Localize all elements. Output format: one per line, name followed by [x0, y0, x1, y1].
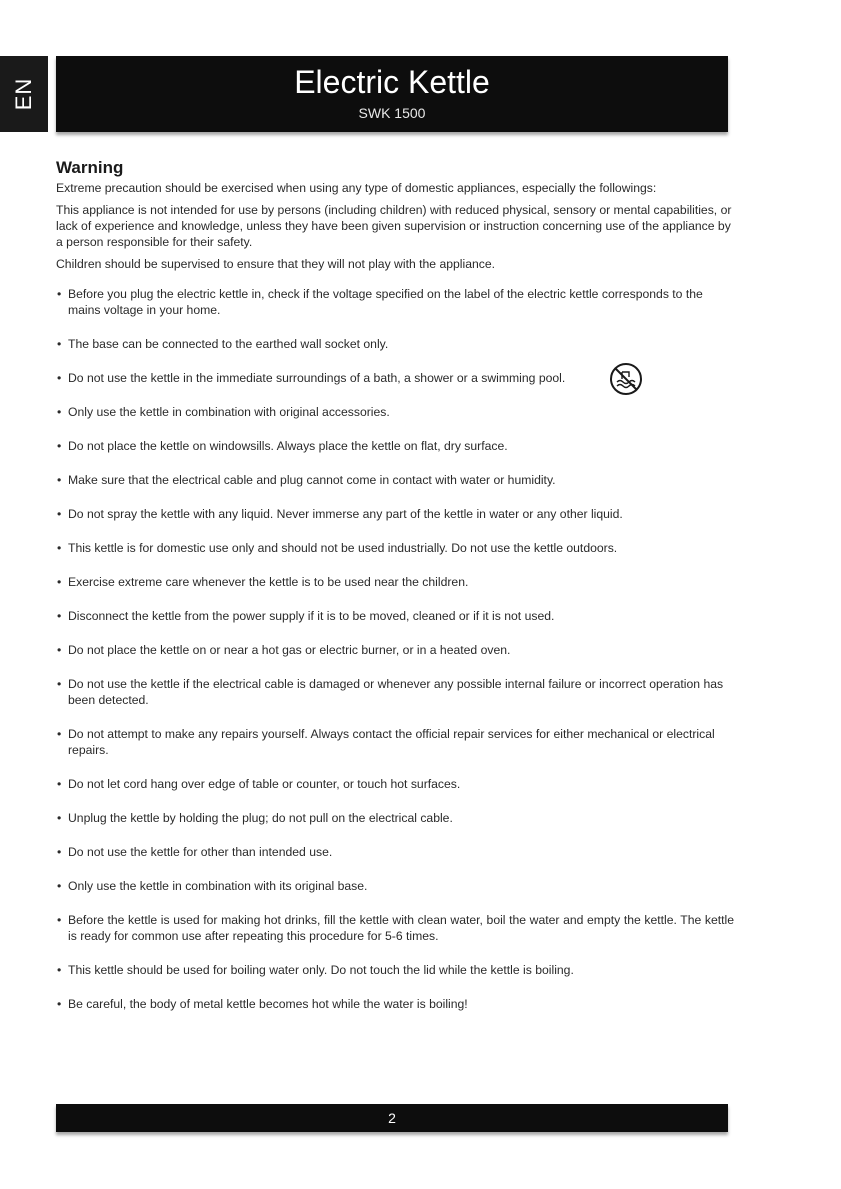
- no-bath-water-icon: [609, 362, 643, 396]
- footer-bar: [56, 1104, 728, 1132]
- warning-section: [56, 158, 734, 1030]
- intro-paragraph: Children should be supervised to ensure that they will not play with the appliance.: [56, 257, 496, 271]
- page-number: 2: [388, 1110, 396, 1126]
- list-item: • Exercise extreme care whenever the kettle is to be used near the children.: [56, 574, 734, 590]
- language-label: EN: [11, 77, 36, 111]
- language-tab: [0, 56, 48, 132]
- list-item: • Do not place the kettle on windowsills. Always place the kettle on flat, dry surface.: [56, 438, 734, 454]
- list-item: • This kettle should be used for boiling water only. Do not touch the lid while the kettle is boiling.: [56, 962, 734, 978]
- list-item: • Do not attempt to make any repairs yourself. Always contact the official repair services for either mechanical or electrical repairs.: [56, 726, 734, 758]
- list-item: • Do not let cord hang over edge of table or counter, or touch hot surfaces.: [56, 776, 734, 792]
- warning-list: [56, 286, 734, 1012]
- list-item: • Only use the kettle in combination with original accessories.: [56, 404, 734, 420]
- list-item: • This kettle is for domestic use only and should not be used industrially. Do not use the kettle outdoors.: [56, 540, 734, 556]
- list-item: • The base can be connected to the earthed wall socket only.: [56, 336, 734, 352]
- intro-paragraph: This appliance is not intended for use by persons (including children) with reduced physical, sensory or mental capabilities, or lack of experience and knowledge, unless they have been given supervision or instruction concerning use of the appliance by a person responsible for their safety.: [56, 203, 732, 249]
- list-item: • Disconnect the kettle from the power supply if it is to be moved, cleaned or if it is not used.: [56, 608, 734, 624]
- list-item: • Before you plug the electric kettle in, check if the voltage specified on the label of the electric kettle corresponds to the mains voltage in your home.: [56, 286, 734, 318]
- list-item: • Do not use the kettle for other than intended use.: [56, 844, 734, 860]
- list-item: • Make sure that the electrical cable and plug cannot come in contact with water or humidity.: [56, 472, 734, 488]
- header-banner: [56, 56, 728, 132]
- list-item: • Do not spray the kettle with any liquid. Never immerse any part of the kettle in water or any other liquid.: [56, 506, 734, 522]
- list-item: [56, 370, 734, 386]
- list-item: • Only use the kettle in combination with its original base.: [56, 878, 734, 894]
- list-item: • Unplug the kettle by holding the plug; do not pull on the electrical cable.: [56, 810, 734, 826]
- list-item-text: Do not use the kettle in the immediate surroundings of a bath, a shower or a swimming pool.: [68, 371, 566, 385]
- intro-paragraph: Extreme precaution should be exercised when using any type of domestic appliances, especially the followings:: [56, 181, 657, 195]
- list-item: • Be careful, the body of metal kettle becomes hot while the water is boiling!: [56, 996, 734, 1012]
- page-title: Electric Kettle: [294, 64, 490, 100]
- list-item: • Do not use the kettle if the electrical cable is damaged or whenever any possible internal failure or incorrect operation has been detected.: [56, 676, 734, 708]
- model-number: SWK 1500: [358, 105, 426, 121]
- section-heading: Warning: [56, 158, 124, 177]
- list-item: • Before the kettle is used for making hot drinks, fill the kettle with clean water, boil the water and empty the kettle. The kettle is ready for common use after repeating this procedure for 5-6 times.: [56, 912, 734, 944]
- list-item: • Do not place the kettle on or near a hot gas or electric burner, or in a heated oven.: [56, 642, 734, 658]
